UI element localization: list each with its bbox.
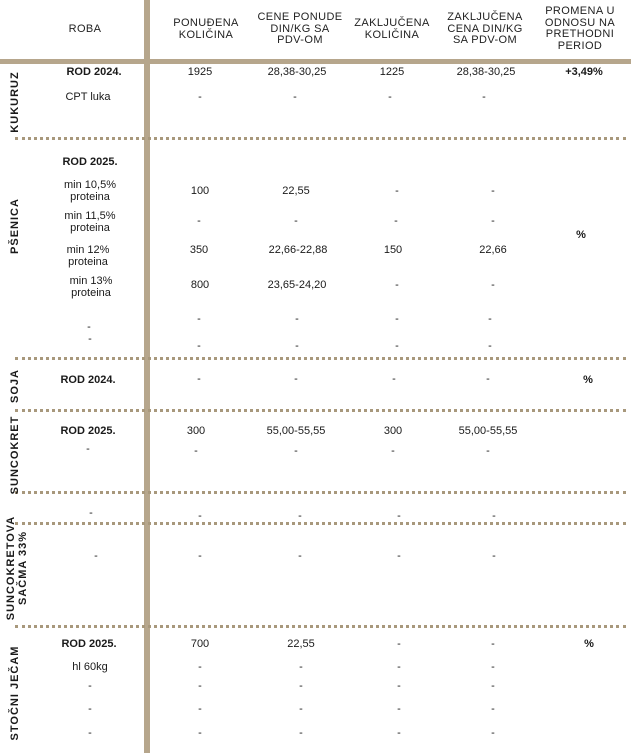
zakljucena-cena-cell: - [491, 279, 495, 291]
zakljucena-cena-cell: - [488, 313, 492, 325]
ponudjena-kolicina-cell: - [197, 340, 201, 352]
ponudjena-kolicina-cell: - [198, 510, 202, 522]
ponudjena-kolicina-cell: 1925 [187, 66, 213, 78]
zakljucena-cena-cell: - [491, 680, 495, 692]
ponudjena-kolicina-cell: 100 [190, 185, 210, 197]
zakljucena-kolicina-cell: - [392, 373, 396, 385]
zakljucena-kolicina-cell: 1225 [379, 66, 405, 78]
zakljucena-cena-cell: - [486, 373, 490, 385]
zakljucena-kolicina-cell: - [395, 313, 399, 325]
zakljucena-kolicina-cell: - [397, 638, 401, 650]
header-promena: PROMENA U ODNOSU NA PRETHODNI PERIOD [544, 5, 616, 52]
row-label: min 10,5% proteina [64, 179, 116, 203]
zakljucena-kolicina-cell: - [395, 185, 399, 197]
zakljucena-kolicina-cell: - [395, 340, 399, 352]
zakljucena-kolicina-cell: 150 [383, 244, 403, 256]
ponudjena-kolicina-cell: - [198, 550, 202, 562]
row-label: - [89, 507, 93, 519]
zakljucena-cena-cell: - [491, 185, 495, 197]
cene-ponude-cell: - [299, 680, 303, 692]
row-label: ROD 2024. [66, 66, 122, 78]
zakljucena-cena-cell: - [486, 445, 490, 457]
cene-ponude-cell: - [298, 550, 302, 562]
cene-ponude-cell: - [298, 510, 302, 522]
cene-ponude-cell: 23,65-24,20 [267, 279, 327, 291]
zakljucena-cena-cell: - [488, 340, 492, 352]
row-label: min 13% proteina [69, 275, 113, 299]
section-separator [15, 491, 626, 494]
zakljucena-cena-cell: - [491, 703, 495, 715]
cene-ponude-cell: - [294, 215, 298, 227]
zakljucena-kolicina-cell: - [395, 279, 399, 291]
ponudjena-kolicina-cell: 700 [190, 638, 210, 650]
section-label-suncokretova-sacma: SUNCOKRETOVA SAČMA 33% [5, 515, 29, 621]
zakljucena-kolicina-cell: - [388, 91, 392, 103]
zakljucena-kolicina-cell: 300 [383, 425, 403, 437]
row-label: ROD 2025. [62, 156, 118, 168]
section-label-suncokret: SUNCOKRET [9, 415, 21, 495]
promena-cell: % [576, 229, 586, 241]
zakljucena-cena-cell: 28,38-30,25 [456, 66, 516, 78]
zakljucena-cena-cell: - [492, 550, 496, 562]
vertical-divider [144, 0, 150, 753]
ponudjena-kolicina-cell: - [198, 91, 202, 103]
row-label: min 11,5% proteina [64, 210, 116, 234]
row-label: hl 60kg [72, 661, 108, 673]
header-cene-ponude: CENE PONUDE DIN/KG SA PDV-OM [257, 11, 343, 46]
section-separator [15, 409, 626, 412]
cene-ponude-cell: - [294, 445, 298, 457]
ponudjena-kolicina-cell: - [198, 727, 202, 739]
header-zakljucena-cena: ZAKLJUČENA CENA DIN/KG SA PDV-OM [447, 11, 523, 46]
row-label: ROD 2024. [60, 374, 116, 386]
row-label: - [88, 703, 92, 715]
row-label: - [86, 443, 90, 455]
zakljucena-kolicina-cell: - [397, 703, 401, 715]
promena-cell: +3,49% [565, 66, 603, 78]
header-roba: ROBA [68, 23, 102, 35]
cene-ponude-cell: - [299, 661, 303, 673]
cene-ponude-cell: 22,55 [282, 185, 310, 197]
ponudjena-kolicina-cell: - [197, 313, 201, 325]
cene-ponude-cell: - [294, 373, 298, 385]
section-separator [15, 625, 626, 628]
cene-ponude-cell: - [295, 313, 299, 325]
row-label: - [88, 680, 92, 692]
zakljucena-kolicina-cell: - [397, 680, 401, 692]
zakljucena-kolicina-cell: - [391, 445, 395, 457]
cene-ponude-cell: 28,38-30,25 [267, 66, 327, 78]
zakljucena-cena-cell: - [482, 91, 486, 103]
row-label: min 12% proteina [66, 244, 110, 268]
row-label: ROD 2025. [61, 638, 117, 650]
cene-ponude-cell: - [299, 703, 303, 715]
header-zakljucena-kolicina: ZAKLJUČENA KOLIČINA [354, 17, 430, 41]
ponudjena-kolicina-cell: - [197, 215, 201, 227]
cene-ponude-cell: 22,55 [287, 638, 315, 650]
zakljucena-cena-cell: - [491, 727, 495, 739]
cene-ponude-cell: - [299, 727, 303, 739]
zakljucena-kolicina-cell: - [397, 510, 401, 522]
cene-ponude-cell: - [293, 91, 297, 103]
cene-ponude-cell: 55,00-55,55 [266, 425, 326, 437]
zakljucena-kolicina-cell: - [397, 727, 401, 739]
zakljucena-kolicina-cell: - [397, 661, 401, 673]
promena-cell: % [584, 638, 594, 650]
zakljucena-kolicina-cell: - [397, 550, 401, 562]
row-label: - [87, 321, 91, 333]
ponudjena-kolicina-cell: - [198, 661, 202, 673]
ponudjena-kolicina-cell: - [197, 373, 201, 385]
section-label-kukuruz: KUKURUZ [9, 71, 21, 133]
section-separator [15, 522, 626, 525]
cene-ponude-cell: 22,66-22,88 [268, 244, 328, 256]
section-separator [15, 357, 626, 360]
zakljucena-cena-cell: - [492, 510, 496, 522]
row-label: CPT luka [65, 91, 111, 103]
row-label: - [88, 333, 92, 345]
ponudjena-kolicina-cell: - [198, 680, 202, 692]
ponudjena-kolicina-cell: - [198, 703, 202, 715]
cene-ponude-cell: - [295, 340, 299, 352]
section-label-soja: SOJA [9, 369, 21, 403]
zakljucena-cena-cell: 55,00-55,55 [458, 425, 518, 437]
header-ponudjena-kolicina: PONUĐENA KOLIČINA [173, 17, 239, 41]
section-label-stocni-jecam: STOČNI JEČAM [9, 645, 21, 741]
section-separator [15, 137, 626, 140]
ponudjena-kolicina-cell: 800 [190, 279, 210, 291]
promena-cell: % [583, 374, 593, 386]
ponudjena-kolicina-cell: 350 [189, 244, 209, 256]
header-divider [0, 59, 631, 64]
zakljucena-cena-cell: 22,66 [479, 244, 507, 256]
ponudjena-kolicina-cell: - [194, 445, 198, 457]
row-label: - [88, 727, 92, 739]
zakljucena-cena-cell: - [491, 638, 495, 650]
row-label: - [94, 550, 98, 562]
zakljucena-cena-cell: - [491, 215, 495, 227]
zakljucena-kolicina-cell: - [394, 215, 398, 227]
zakljucena-cena-cell: - [491, 661, 495, 673]
section-label-psenica: PŠENICA [9, 198, 21, 254]
ponudjena-kolicina-cell: 300 [186, 425, 206, 437]
row-label: ROD 2025. [60, 425, 116, 437]
